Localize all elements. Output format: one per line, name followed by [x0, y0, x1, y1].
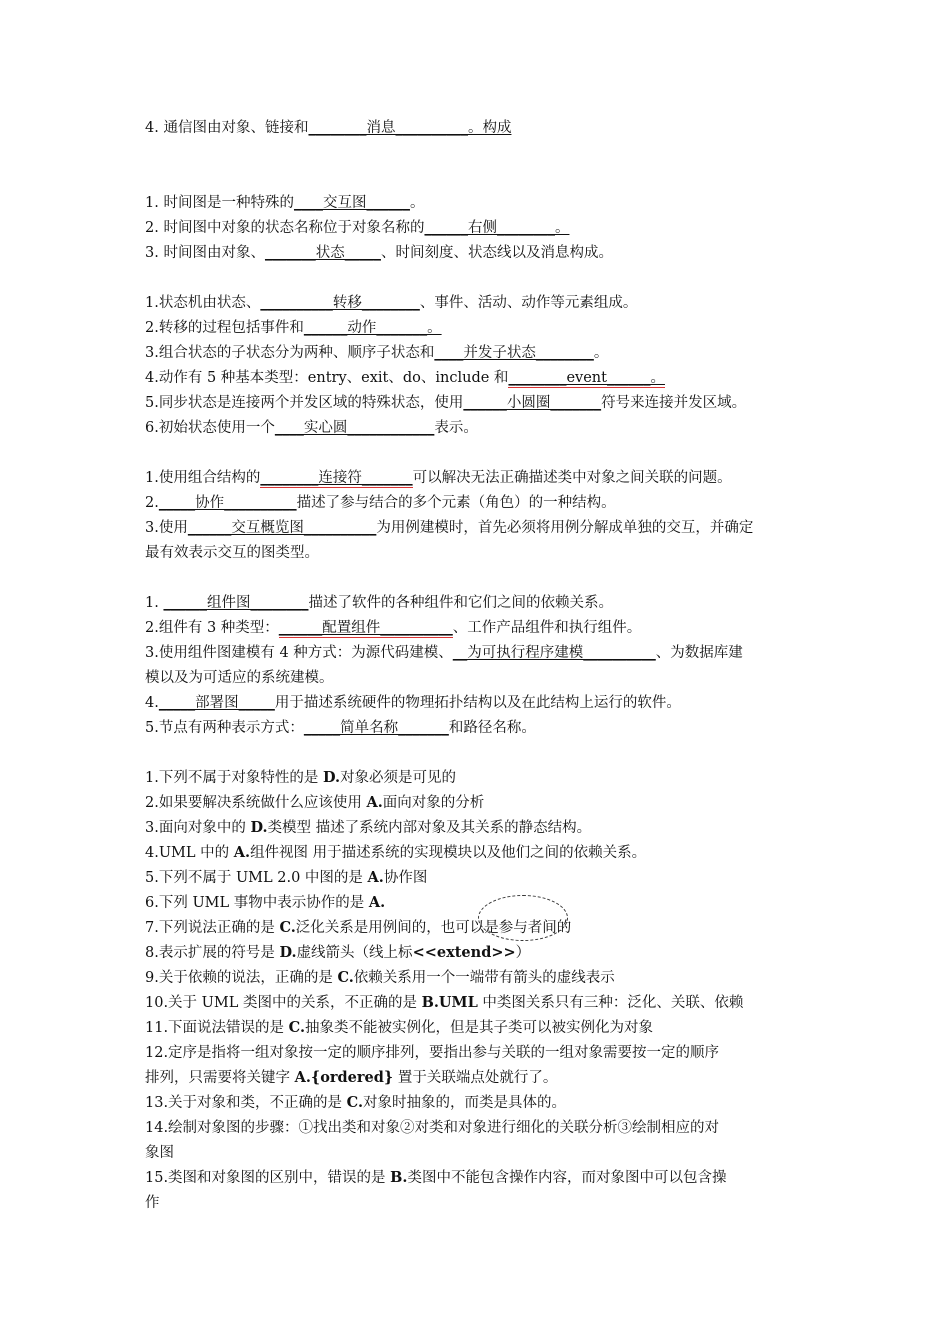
choice-q13: 13.关于对象和类，不正确的是 C.对象时抽象的，而类是具体的。	[145, 1094, 567, 1111]
comm-line-4: 4. 通信图由对象、链接和________消息__________。构成	[145, 120, 512, 136]
answer-blank: ______交互概览图__________	[187, 520, 377, 536]
timing-line-2: 2. 时间图中对象的状态名称位于对象名称的______右侧________。	[145, 220, 570, 236]
choice-q12-cont: 排列，只需要将关键字 A.{ordered} 置于关联端点处就行了。	[145, 1069, 558, 1086]
answer-blank: _______状态_____	[264, 245, 381, 261]
composite-line-1: 1.使用组合结构的________连接符_______可以解决无法正确描述类中对象之间关联的问题。	[145, 470, 732, 486]
choice-q7: 7.下列说法正确的是 C.泛化关系是用例间的，也可以是参与者间的	[145, 919, 572, 936]
timing-line-3: 3. 时间图由对象、_______状态_____、时间刻度、状态线以及消息构成。	[145, 245, 613, 261]
composite-line-2: 2._____协作__________描述了参与结合的多个元素（角色）的一种结构。	[145, 495, 616, 511]
choice-q10: 10.关于 UML 类图中的关系，不正确的是 B.UML 中类图关系只有三种：泛化、关联、依赖	[145, 994, 744, 1011]
choice-q3: 3.面向对象中的 D.类模型 描述了系统内部对象及其关系的静态结构。	[145, 819, 592, 836]
state-line-4: 4.动作有 5 种基本类型：entry、exit、do、include 和________event______。	[145, 370, 665, 386]
answer-blank: __________转移________	[260, 295, 420, 311]
choice-q11: 11.下面说法错误的是 C.抽象类不能被实例化，但是其子类可以被实例化为对象	[145, 1019, 654, 1036]
choice-q12: 12.定序是指将一组对象按一定的顺序排列，要指出参与关联的一组对象需要按一定的顺序	[145, 1045, 720, 1061]
component-line-3: 3.使用组件图建模有 4 种方式：为源代码建模、__为可执行程序建模__________、为数据库建	[145, 645, 743, 661]
answer-blank: __为可执行程序建模__________	[452, 645, 656, 661]
answer-blank: ______动作_______。	[303, 320, 442, 336]
choice-q5: 5.下列不属于 UML 2.0 中图的是 A.协作图	[145, 869, 428, 886]
state-line-6: 6.初始状态使用一个____实心圆____________表示。	[145, 420, 478, 436]
answer-blank: ____实心圆____________	[274, 420, 435, 436]
answer-blank: ________消息__________。构成	[308, 120, 512, 136]
answer-blank: ____并发子状态________	[434, 345, 594, 361]
composite-line-3-cont: 最有效表示交互的图类型。	[145, 545, 319, 561]
timing-line-1: 1. 时间图是一种特殊的____交互图______。	[145, 195, 425, 211]
component-line-5: 5.节点有两种表示方式：_____简单名称_______和路径名称。	[145, 720, 536, 736]
state-line-1: 1.状态机由状态、__________转移________、事件、活动、动作等元素组成。	[145, 295, 638, 311]
answer-blank: ____交互图______	[293, 195, 410, 211]
component-line-3-cont: 模以及为可适应的系统建模。	[145, 670, 334, 686]
choice-q9: 9.关于依赖的说法，正确的是 C.依赖关系用一个一端带有箭头的虚线表示	[145, 969, 615, 986]
answer-blank: ________连接符_______	[260, 470, 413, 486]
answer-blank: ______配置组件__________	[278, 620, 453, 636]
component-line-4: 4._____部署图_____用于描述系统硬件的物理拓扑结构以及在此结构上运行的软件。	[145, 695, 681, 711]
choice-q8: 8.表示扩展的符号是 D.虚线箭头（线上标<<extend>>）	[145, 944, 531, 961]
component-line-1: 1. ______组件图________描述了软件的各种组件和它们之间的依赖关系。	[145, 595, 613, 611]
choice-q2: 2.如果要解决系统做什么应该使用 A.面向对象的分析	[145, 794, 485, 811]
answer-blank: ______组件图________	[163, 595, 309, 611]
choice-q15: 15.类图和对象图的区别中，错误的是 B.类图中不能包含操作内容，而对象图中可以包含操	[145, 1169, 727, 1186]
answer-blank: _____简单名称_______	[303, 720, 449, 736]
state-line-5: 5.同步状态是连接两个并发区域的特殊状态，使用______小圆圈_______符号来连接并发区域。	[145, 395, 747, 411]
choice-q6: 6.下列 UML 事物中表示协作的是 A.	[145, 894, 386, 911]
choice-q4: 4.UML 中的 A.组件视图 用于描述系统的实现模块以及他们之间的依赖关系。	[145, 844, 647, 861]
answer-blank: _____部署图_____	[158, 695, 275, 711]
choice-q14-cont: 象图	[145, 1145, 174, 1161]
answer-blank: _____协作__________	[158, 495, 297, 511]
answer-blank: ________event______。	[508, 370, 665, 386]
state-line-3: 3.组合状态的子状态分为两种、顺序子状态和____并发子状态________。	[145, 345, 609, 361]
component-line-2: 2.组件有 3 种类型：______配置组件__________、工作产品组件和执行组件。	[145, 620, 642, 636]
answer-blank: ______小圆圈_______	[463, 395, 602, 411]
composite-line-3: 3.使用______交互概览图__________为用例建模时，首先必须将用例分解成单独的交互，并确定	[145, 520, 754, 536]
choice-q1: 1.下列不属于对象特性的是 D.对象必须是可见的	[145, 769, 457, 786]
choice-q15-cont: 作	[145, 1195, 160, 1211]
answer-blank: ______右侧________。	[424, 220, 570, 236]
state-line-2: 2.转移的过程包括事件和______动作_______。	[145, 320, 442, 336]
choice-q14: 14.绘制对象图的步骤：①找出类和对象②对类和对象进行细化的关联分析③绘制相应的对	[145, 1120, 720, 1136]
